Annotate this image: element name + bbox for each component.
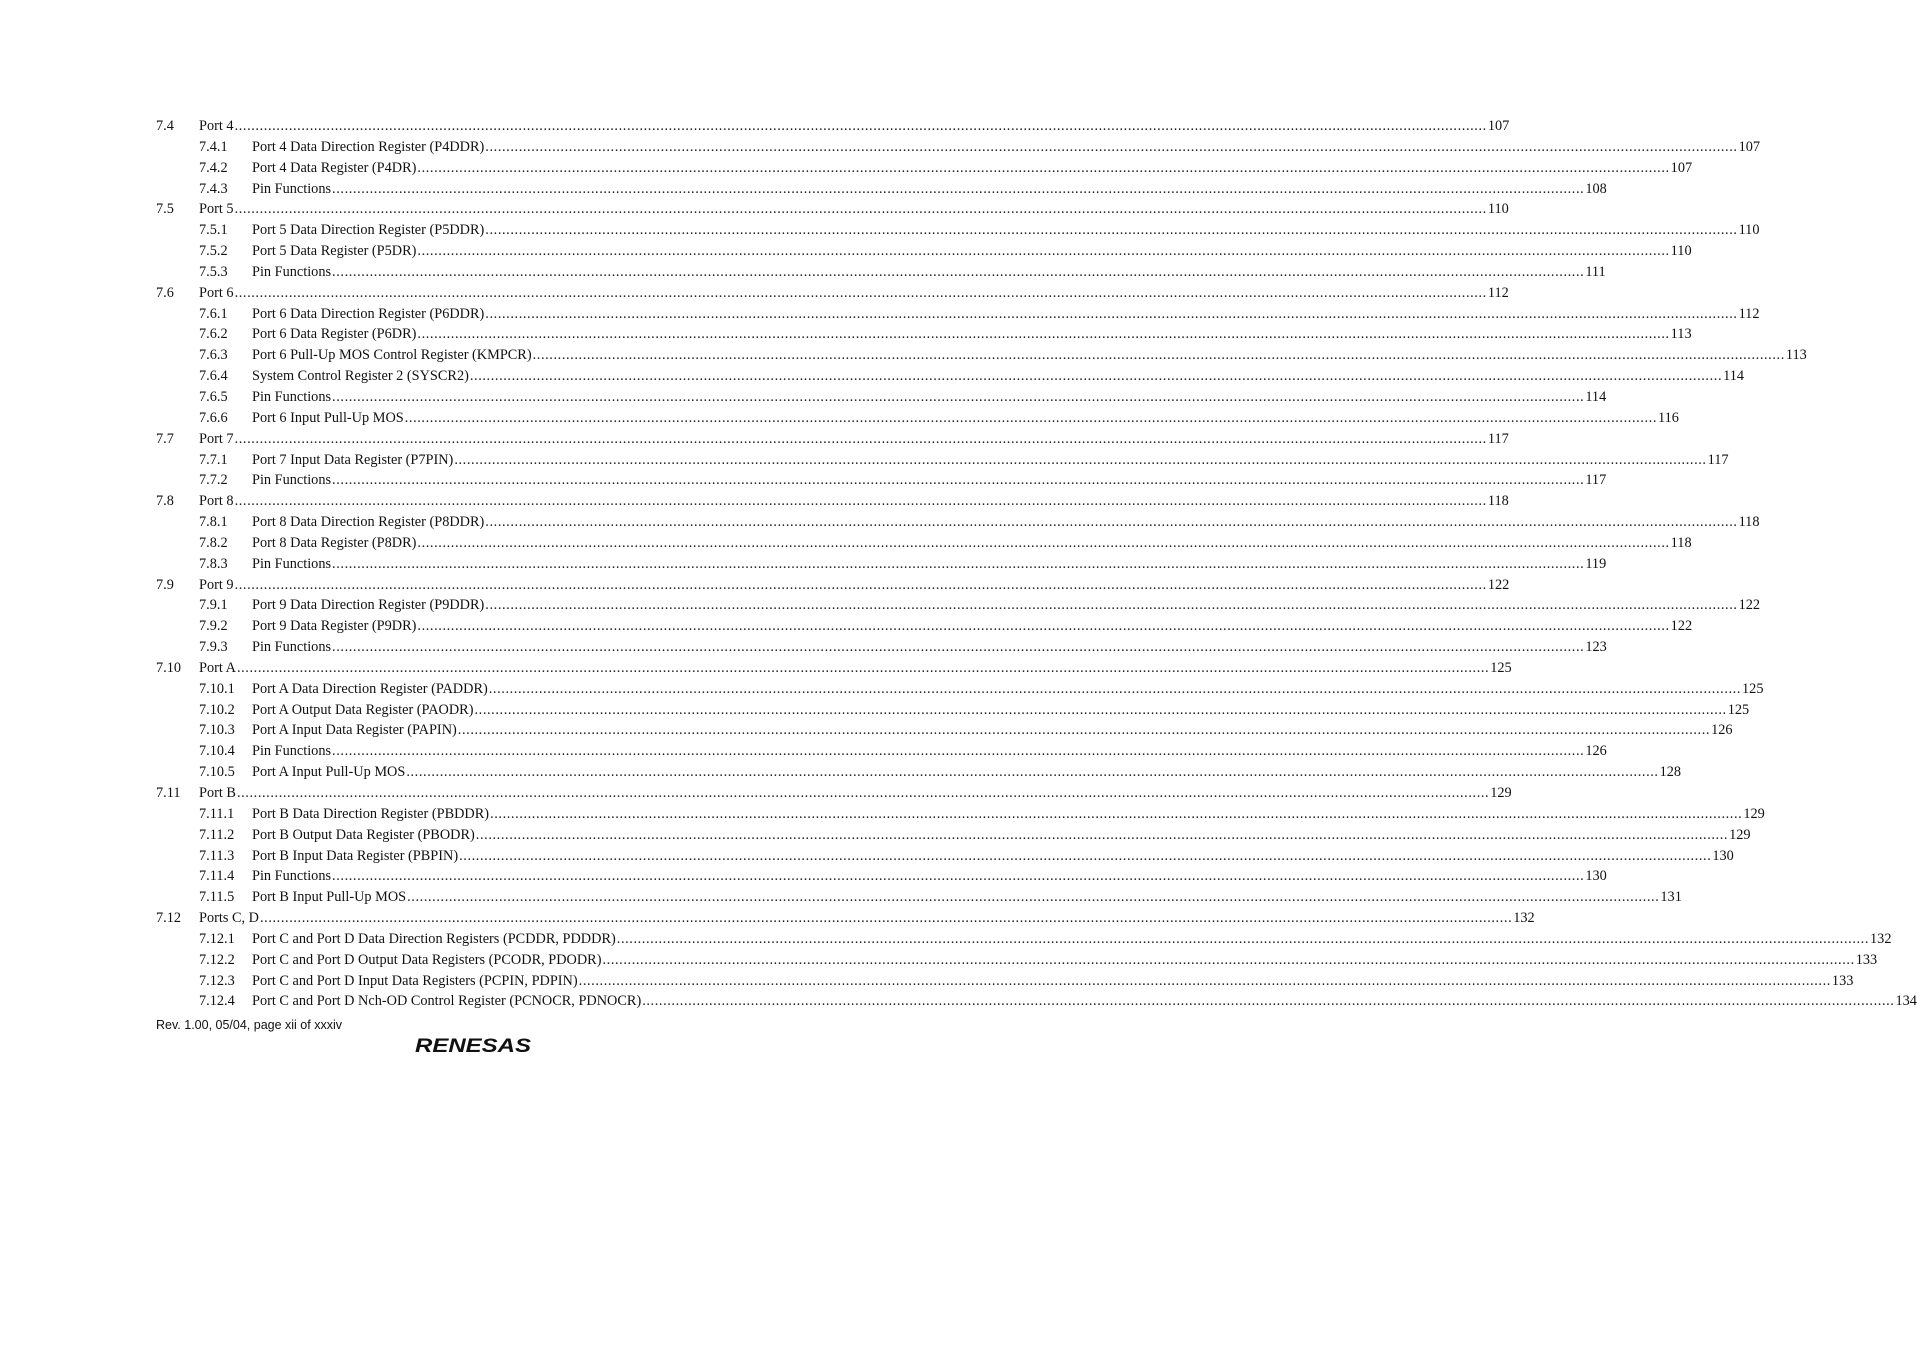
toc-entry[interactable] xyxy=(156,179,1607,200)
section-title: Port 5 Data Direction Register (P5DDR) xyxy=(252,222,485,239)
dot-leader: ............................................................................................................................................................................................................................................................................................................ xyxy=(332,743,1585,760)
section-title: Port 6 Data Register (P6DR) xyxy=(252,326,417,343)
toc-entry[interactable] xyxy=(156,387,1607,408)
dot-leader: ............................................................................................................................................................................................................................................................................................................ xyxy=(234,284,1487,301)
section-title: Port 8 Data Direction Register (P8DDR) xyxy=(252,514,485,531)
toc-entry[interactable] xyxy=(156,429,1509,450)
section-number: 7.11.2 xyxy=(199,826,235,843)
section-title: Port B xyxy=(199,785,236,801)
page-number: 112 xyxy=(1487,284,1509,301)
dot-leader: ............................................................................................................................................................................................................................................................................................................ xyxy=(332,263,1585,280)
toc-entry[interactable] xyxy=(156,637,1607,658)
dot-leader: ............................................................................................................................................................................................................................................................................................................ xyxy=(485,305,1738,322)
page-number: 130 xyxy=(1712,847,1734,864)
toc-entry[interactable] xyxy=(156,950,1878,971)
page-number: 117 xyxy=(1585,472,1607,489)
toc-entry[interactable] xyxy=(156,262,1606,283)
page-number: 110 xyxy=(1670,243,1692,260)
dot-leader: ............................................................................................................................................................................................................................................................................................................ xyxy=(454,451,1707,468)
toc-entry[interactable] xyxy=(156,616,1693,637)
section-title: Pin Functions xyxy=(252,743,332,760)
page-number: 112 xyxy=(1738,305,1760,322)
page-number: 118 xyxy=(1670,534,1692,551)
section-title: Port A xyxy=(199,659,236,676)
section-title: Port B Input Data Register (PBPIN) xyxy=(252,847,459,864)
dot-leader: ............................................................................................................................................................................................................................................................................................................ xyxy=(417,159,1670,176)
toc-entry[interactable] xyxy=(156,762,1682,783)
section-number: 7.6.3 xyxy=(199,347,228,364)
section-number: 7.10.4 xyxy=(199,743,235,760)
section-title: Port 4 xyxy=(199,118,234,134)
section-title: Port 8 xyxy=(199,493,234,510)
page-number: 117 xyxy=(1487,430,1509,447)
section-number: 7.10.3 xyxy=(199,722,235,739)
toc-entry[interactable] xyxy=(156,158,1693,179)
section-title: Port A Input Pull-Up MOS xyxy=(252,764,406,781)
dot-leader: ............................................................................................................................................................................................................................................................................................................ xyxy=(332,555,1585,572)
page-number: 113 xyxy=(1785,347,1807,364)
section-number: 7.9.3 xyxy=(199,639,228,656)
dot-leader: ............................................................................................................................................................................................................................................................................................................ xyxy=(234,430,1487,447)
section-number: 7.7 xyxy=(156,430,174,447)
dot-leader: ............................................................................................................................................................................................................................................................................................................ xyxy=(616,930,1870,947)
section-title: Ports C, D xyxy=(199,910,259,927)
section-number: 7.8.3 xyxy=(199,555,228,572)
dot-leader: ............................................................................................................................................................................................................................................................................................................ xyxy=(532,347,1785,364)
section-title: Port 9 xyxy=(199,576,234,593)
dot-leader: ............................................................................................................................................................................................................................................................................................................ xyxy=(485,597,1738,614)
section-title: Port 6 Data Direction Register (P6DDR) xyxy=(252,305,485,322)
page-number: 126 xyxy=(1711,722,1733,739)
dot-leader: ............................................................................................................................................................................................................................................................................................................ xyxy=(404,409,1657,426)
section-title: Port 7 xyxy=(199,430,234,447)
section-number: 7.6.2 xyxy=(199,326,228,343)
section-number: 7.5.1 xyxy=(199,222,228,239)
toc-entry[interactable] xyxy=(156,470,1607,491)
section-number: 7.4.2 xyxy=(199,159,228,176)
toc-entry[interactable] xyxy=(156,345,1807,366)
section-number: 7.6.1 xyxy=(199,305,228,322)
section-number: 7.6 xyxy=(156,284,174,301)
section-title: Pin Functions xyxy=(252,639,332,656)
dot-leader: ............................................................................................................................................................................................................................................................................................................ xyxy=(642,993,1895,1010)
dot-leader: ............................................................................................................................................................................................................................................................................................................ xyxy=(259,910,1513,927)
toc-entry[interactable] xyxy=(156,991,1917,1012)
page-number: 107 xyxy=(1738,138,1761,155)
section-title: Port A Output Data Register (PAODR) xyxy=(252,701,474,718)
svg-text:RENESAS: RENESAS xyxy=(415,1036,532,1057)
toc-entry[interactable] xyxy=(156,408,1679,429)
toc-entry[interactable] xyxy=(156,866,1607,887)
section-number: 7.11.1 xyxy=(199,805,235,822)
page-number: 129 xyxy=(1729,826,1751,843)
section-title: Port A Input Data Register (PAPIN) xyxy=(252,722,457,739)
page-number: 133 xyxy=(1855,951,1878,968)
section-title: Port A Data Direction Register (PADDR) xyxy=(252,680,488,697)
section-number: 7.8 xyxy=(156,493,174,510)
dot-leader: ............................................................................................................................................................................................................................................................................................................ xyxy=(474,701,1727,718)
page-number: 126 xyxy=(1585,743,1607,760)
page-number: 132 xyxy=(1870,930,1892,947)
toc-entry[interactable] xyxy=(156,304,1760,325)
toc-entry[interactable] xyxy=(156,491,1509,512)
toc-entry[interactable] xyxy=(156,220,1760,241)
page-number: 113 xyxy=(1670,326,1692,343)
section-title: Port B Input Pull-Up MOS xyxy=(252,889,407,906)
table-of-contents xyxy=(156,116,1917,1012)
section-number: 7.4 xyxy=(156,118,174,134)
section-number: 7.12.3 xyxy=(199,972,235,989)
page-number: 110 xyxy=(1738,222,1760,239)
section-title: Port 9 Data Register (P9DR) xyxy=(252,618,417,635)
toc-entry[interactable] xyxy=(156,137,1761,158)
section-number: 7.12.2 xyxy=(199,951,235,968)
toc-entry[interactable] xyxy=(156,887,1682,908)
dot-leader: ............................................................................................................................................................................................................................................................................................................ xyxy=(406,764,1659,781)
section-title: Pin Functions xyxy=(252,555,332,572)
section-number: 7.10.1 xyxy=(199,680,235,697)
page-number: 114 xyxy=(1723,368,1745,385)
page-number: 114 xyxy=(1585,388,1607,405)
section-number: 7.5.3 xyxy=(199,263,228,280)
section-title: Port 9 Data Direction Register (P9DDR) xyxy=(252,597,485,614)
toc-entry[interactable] xyxy=(156,575,1510,596)
dot-leader: ............................................................................................................................................................................................................................................................................................................ xyxy=(459,847,1712,864)
page-number: 110 xyxy=(1487,201,1509,218)
section-number: 7.12.1 xyxy=(199,930,235,947)
section-number: 7.9.2 xyxy=(199,618,228,635)
toc-entry[interactable] xyxy=(156,366,1745,387)
page-number: 107 xyxy=(1670,159,1693,176)
page-number: 116 xyxy=(1658,409,1679,426)
page-number: 111 xyxy=(1585,263,1606,280)
dot-leader: ............................................................................................................................................................................................................................................................................................................ xyxy=(578,972,1831,989)
dot-leader: ............................................................................................................................................................................................................................................................................................................ xyxy=(488,680,1742,697)
page-number: 122 xyxy=(1487,576,1510,593)
dot-leader: ............................................................................................................................................................................................................................................................................................................ xyxy=(490,805,1743,822)
dot-leader: ............................................................................................................................................................................................................................................................................................................ xyxy=(417,618,1670,635)
page-number: 118 xyxy=(1487,493,1509,510)
toc-entry[interactable] xyxy=(156,679,1764,700)
section-number: 7.7.1 xyxy=(199,451,228,468)
page-number: 133 xyxy=(1831,972,1854,989)
toc-entry[interactable] xyxy=(156,283,1509,304)
dot-leader: ............................................................................................................................................................................................................................................................................................................ xyxy=(417,243,1670,260)
dot-leader: ............................................................................................................................................................................................................................................................................................................ xyxy=(236,659,1490,676)
toc-entry[interactable] xyxy=(156,450,1729,471)
section-number: 7.9.1 xyxy=(199,597,228,614)
page-number: 129 xyxy=(1490,785,1512,801)
section-number: 7.6.5 xyxy=(199,388,228,405)
section-number: 7.11 xyxy=(156,785,181,801)
page-number: 125 xyxy=(1727,701,1750,718)
page-number: 119 xyxy=(1585,555,1607,572)
section-title: Port B Output Data Register (PBODR) xyxy=(252,826,475,843)
toc-entry[interactable] xyxy=(156,241,1692,262)
toc-entry[interactable] xyxy=(156,533,1692,554)
dot-leader: ............................................................................................................................................................................................................................................................................................................ xyxy=(417,326,1670,343)
section-title: Port C and Port D Nch-OD Control Register (PCNOCR, PDNOCR) xyxy=(252,993,642,1010)
section-title: Port 6 Pull-Up MOS Control Register (KMPCR) xyxy=(252,347,532,364)
dot-leader: ............................................................................................................................................................................................................................................................................................................ xyxy=(485,514,1738,531)
dot-leader: ............................................................................................................................................................................................................................................................................................................ xyxy=(469,368,1723,385)
section-number: 7.10.2 xyxy=(199,701,235,718)
toc-entry[interactable] xyxy=(156,929,1892,950)
section-number: 7.10 xyxy=(156,659,182,676)
dot-leader: ............................................................................................................................................................................................................................................................................................................ xyxy=(485,138,1738,155)
toc-entry[interactable] xyxy=(156,595,1761,616)
dot-leader: ............................................................................................................................................................................................................................................................................................................ xyxy=(485,222,1738,239)
section-title: Port 7 Input Data Register (P7PIN) xyxy=(252,451,454,468)
section-title: Pin Functions xyxy=(252,263,332,280)
dot-leader: ............................................................................................................................................................................................................................................................................................................ xyxy=(332,180,1585,197)
section-number: 7.5 xyxy=(156,201,174,218)
toc-entry[interactable] xyxy=(156,804,1765,825)
section-number: 7.6.6 xyxy=(199,409,228,426)
page-number: 131 xyxy=(1660,889,1682,906)
page-number: 123 xyxy=(1585,639,1607,656)
section-title: Port C and Port D Data Direction Registers (PCDDR, PDDDR) xyxy=(252,930,616,947)
page-footer-revision: Rev. 1.00, 05/04, page xii of xxxiv xyxy=(156,1018,342,1032)
toc-entry[interactable] xyxy=(156,783,1512,804)
dot-leader: ............................................................................................................................................................................................................................................................................................................ xyxy=(457,722,1711,739)
section-number: 7.12 xyxy=(156,910,182,927)
toc-entry[interactable] xyxy=(156,971,1854,992)
section-number: 7.8.1 xyxy=(199,514,228,531)
dot-leader: ............................................................................................................................................................................................................................................................................................................ xyxy=(407,889,1660,906)
dot-leader: ............................................................................................................................................................................................................................................................................................................ xyxy=(234,201,1487,218)
section-number: 7.4.1 xyxy=(199,138,228,155)
section-title: Pin Functions xyxy=(252,472,332,489)
section-title: Pin Functions xyxy=(252,180,332,197)
section-title: Port 5 xyxy=(199,201,234,218)
toc-entry[interactable] xyxy=(156,741,1607,762)
page-number: 122 xyxy=(1738,597,1761,614)
page-number: 122 xyxy=(1670,618,1693,635)
page-number: 129 xyxy=(1743,805,1765,822)
section-title: Pin Functions xyxy=(252,388,332,405)
dot-leader: ............................................................................................................................................................................................................................................................................................................ xyxy=(332,868,1585,885)
section-title: Port 5 Data Register (P5DR) xyxy=(252,243,417,260)
section-title: Port 6 Input Pull-Up MOS xyxy=(252,409,404,426)
page-number: 130 xyxy=(1585,868,1607,885)
page-number: 125 xyxy=(1490,659,1512,676)
section-number: 7.10.5 xyxy=(199,764,235,781)
toc-entry[interactable] xyxy=(156,116,1510,137)
page-number: 125 xyxy=(1742,680,1764,697)
dot-leader: ............................................................................................................................................................................................................................................................................................................ xyxy=(234,493,1487,510)
section-title: Pin Functions xyxy=(252,868,332,885)
dot-leader: ............................................................................................................................................................................................................................................................................................................ xyxy=(332,388,1585,405)
section-title: Port C and Port D Output Data Registers (PCODR, PDODR) xyxy=(252,951,602,968)
section-title: Port 4 Data Direction Register (P4DDR) xyxy=(252,138,485,155)
renesas-logo xyxy=(413,1034,535,1056)
section-title: Port C and Port D Input Data Registers (PCPIN, PDPIN) xyxy=(252,972,578,989)
section-number: 7.9 xyxy=(156,576,174,593)
toc-entry[interactable] xyxy=(156,554,1607,575)
toc-entry[interactable] xyxy=(156,825,1751,846)
section-number: 7.11.5 xyxy=(199,889,235,906)
toc-entry[interactable] xyxy=(156,846,1734,867)
section-number: 7.12.4 xyxy=(199,993,235,1010)
dot-leader: ............................................................................................................................................................................................................................................................................................................ xyxy=(332,639,1585,656)
section-number: 7.11.4 xyxy=(199,868,235,885)
dot-leader: ............................................................................................................................................................................................................................................................................................................ xyxy=(234,576,1487,593)
section-number: 7.5.2 xyxy=(199,243,228,260)
toc-entry[interactable] xyxy=(156,700,1750,721)
dot-leader: ............................................................................................................................................................................................................................................................................................................ xyxy=(234,118,1487,134)
page-number: 118 xyxy=(1738,514,1760,531)
section-title: Port 4 Data Register (P4DR) xyxy=(252,159,417,176)
dot-leader: ............................................................................................................................................................................................................................................................................................................ xyxy=(236,785,1490,801)
section-title: Port 8 Data Register (P8DR) xyxy=(252,534,417,551)
dot-leader: ............................................................................................................................................................................................................................................................................................................ xyxy=(475,826,1729,843)
page-number: 107 xyxy=(1487,118,1510,134)
section-title: Port B Data Direction Register (PBDDR) xyxy=(252,805,490,822)
section-number: 7.6.4 xyxy=(199,368,228,385)
section-title: System Control Register 2 (SYSCR2) xyxy=(252,368,469,385)
page-number: 128 xyxy=(1659,764,1682,781)
section-number: 7.11.3 xyxy=(199,847,235,864)
toc-entry[interactable] xyxy=(156,512,1760,533)
section-number: 7.8.2 xyxy=(199,534,228,551)
section-number: 7.4.3 xyxy=(199,180,228,197)
page-number: 108 xyxy=(1585,180,1607,197)
toc-entry[interactable] xyxy=(156,720,1733,741)
dot-leader: ............................................................................................................................................................................................................................................................................................................ xyxy=(332,472,1585,489)
toc-entry[interactable] xyxy=(156,908,1535,929)
page-number: 117 xyxy=(1707,451,1729,468)
toc-entry[interactable] xyxy=(156,658,1512,679)
section-number: 7.7.2 xyxy=(199,472,228,489)
page-number: 132 xyxy=(1513,910,1535,927)
section-title: Port 6 xyxy=(199,284,234,301)
dot-leader: ............................................................................................................................................................................................................................................................................................................ xyxy=(602,951,1855,968)
page-number: 134 xyxy=(1895,993,1917,1010)
toc-entry[interactable] xyxy=(156,324,1692,345)
dot-leader: ............................................................................................................................................................................................................................................................................................................ xyxy=(417,534,1670,551)
toc-entry[interactable] xyxy=(156,199,1509,220)
